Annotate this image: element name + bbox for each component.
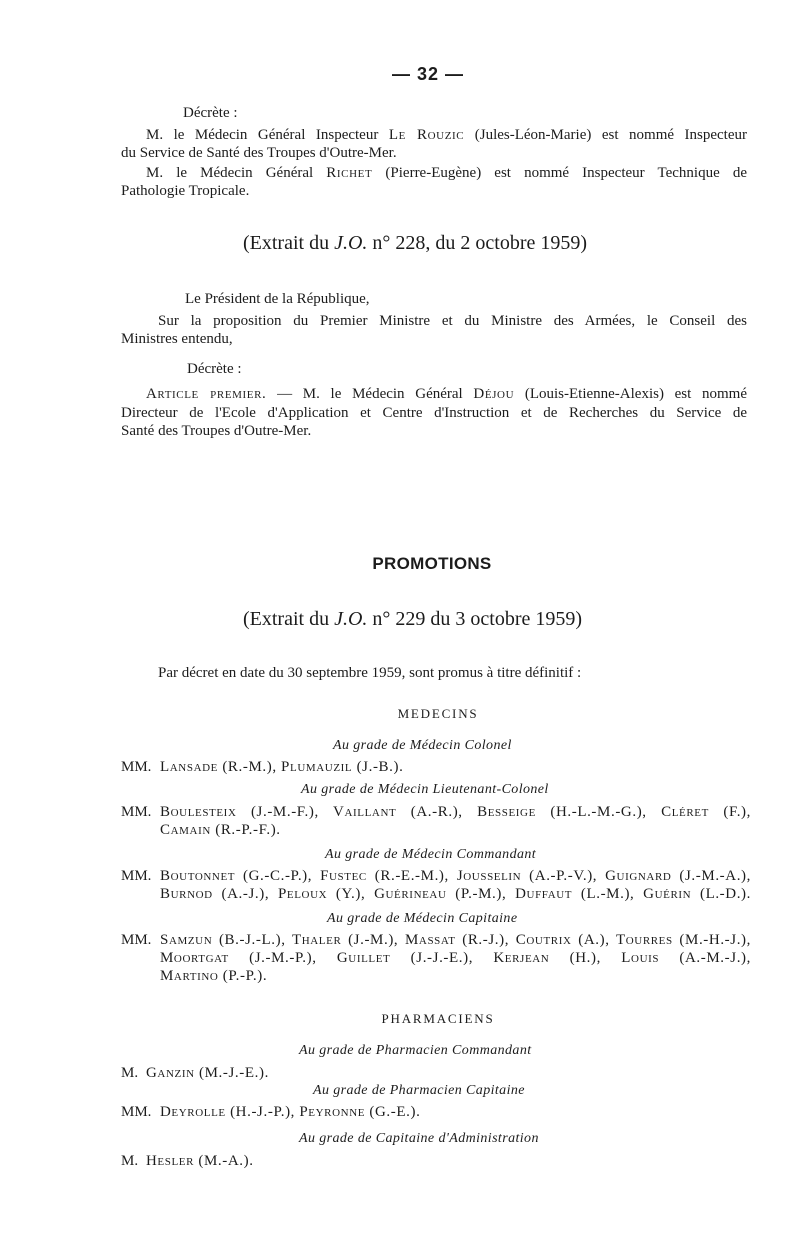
name-le-rouzic: Le Rouzic bbox=[388, 127, 465, 143]
president-line: Le Président de la République, bbox=[185, 291, 370, 307]
promo-capitaine-mm: MM. bbox=[121, 932, 152, 948]
admin-capitaine-names: Hesler (M.-A.). bbox=[146, 1153, 254, 1169]
pharm-capitaine-mm: MM. bbox=[121, 1104, 152, 1120]
grade-medecin-capitaine: Au grade de Médecin Capitaine bbox=[327, 911, 518, 926]
article-premier-line3: Santé des Troupes d'Outre-Mer. bbox=[121, 423, 312, 439]
grade-medecin-colonel: Au grade de Médecin Colonel bbox=[333, 738, 512, 753]
promo-colonel-mm: MM. bbox=[121, 759, 152, 775]
medecins-heading: MEDECINS bbox=[397, 706, 479, 721]
admin-capitaine-m: M. bbox=[121, 1153, 139, 1169]
pharm-capitaine-names: Deyrolle (H.-J.-P.), Peyronne (G.-E.). bbox=[160, 1104, 421, 1120]
paragraph-richet-line2: Pathologie Tropicale. bbox=[121, 183, 250, 199]
paragraph-richet-line1: M. le Médecin Général Richet (Pierre-Eugène) est nommé Inspecteur Technique de bbox=[146, 165, 747, 181]
paragraph-le-rouzic-line2: du Service de Santé des Troupes d'Outre-Mer. bbox=[121, 145, 397, 161]
grade-medecin-lt-colonel: Au grade de Médecin Lieutenant-Colonel bbox=[301, 782, 549, 797]
promo-lt-colonel-names-line2: Camain (R.-P.-F.). bbox=[160, 822, 281, 838]
promo-commandant-names-line1: Boutonnet (G.-C.-P.), Fustec (R.-E.-M.), Jousselin (A.-P.-V.), Guignard (J.-M.-A.), bbox=[160, 868, 751, 884]
article-premier-line2: Directeur de l'Ecole d'Application et Centre d'Instruction et de Recherches du Service de bbox=[121, 405, 747, 421]
promotions-title: PROMOTIONS bbox=[372, 554, 492, 573]
grade-medecin-commandant: Au grade de Médecin Commandant bbox=[325, 847, 537, 862]
promo-commandant-names-line2: Burnod (A.-J.), Peloux (Y.), Guérineau (P.-M.), Duffaut (L.-M.), Guérin (L.-D.). bbox=[160, 886, 751, 902]
promo-colonel-names: Lansade (R.-M.), Plumauzil (J.-B.). bbox=[160, 759, 404, 775]
name-dejou: Déjou bbox=[473, 386, 515, 402]
decret-intro: Par décret en date du 30 septembre 1959, sont promus à titre définitif : bbox=[158, 665, 582, 681]
page-number: — 32 — bbox=[391, 64, 465, 84]
pharm-commandant-names: Ganzin (M.-J.-E.). bbox=[146, 1065, 269, 1081]
decrete-label-1: Décrète : bbox=[183, 105, 238, 121]
paragraph-le-rouzic-line1: M. le Médecin Général Inspecteur Le Rouzic (Jules-Léon-Marie) est nommé Inspecteur bbox=[146, 127, 747, 143]
promo-capitaine-names-line2: Moortgat (J.-M.-P.), Guillet (J.-J.-E.), Kerjean (H.), Louis (A.-M.-J.), bbox=[160, 950, 751, 966]
promo-lt-colonel-mm: MM. bbox=[121, 804, 152, 820]
article-premier-label: Article premier. bbox=[146, 386, 267, 402]
promo-capitaine-names-line1: Samzun (B.-J.-L.), Thaler (J.-M.), Massat (R.-J.), Coutrix (A.), Tourres (M.-H.-J.), bbox=[160, 932, 751, 948]
grade-pharmacien-commandant: Au grade de Pharmacien Commandant bbox=[299, 1043, 532, 1058]
promo-commandant-mm: MM. bbox=[121, 868, 152, 884]
grade-pharmacien-capitaine: Au grade de Pharmacien Capitaine bbox=[313, 1083, 525, 1098]
proposition-line2: Ministres entendu, bbox=[121, 331, 233, 347]
promo-lt-colonel-names-line1: Boulesteix (J.-M.-F.), Vaillant (A.-R.), Besseige (H.-L.-M.-G.), Cléret (F.), bbox=[160, 804, 751, 820]
extrait-heading-228: (Extrait du J.O. n° 228, du 2 octobre 1959) bbox=[243, 232, 588, 254]
proposition-line1: Sur la proposition du Premier Ministre et du Ministre des Armées, le Conseil des bbox=[158, 313, 747, 329]
pharmaciens-heading: PHARMACIENS bbox=[381, 1011, 495, 1026]
article-premier-line1: Article premier. — M. le Médecin Général Déjou (Louis-Etienne-Alexis) est nommé bbox=[146, 386, 747, 402]
extrait-heading-229: (Extrait du J.O. n° 229 du 3 octobre 1959) bbox=[243, 608, 583, 630]
decrete-label-2: Décrète : bbox=[187, 361, 242, 377]
pharm-commandant-m: M. bbox=[121, 1065, 139, 1081]
name-richet: Richet bbox=[326, 165, 373, 181]
promo-capitaine-names-line3: Martino (P.-P.). bbox=[160, 968, 268, 984]
grade-capitaine-administration: Au grade de Capitaine d'Administration bbox=[299, 1131, 539, 1146]
